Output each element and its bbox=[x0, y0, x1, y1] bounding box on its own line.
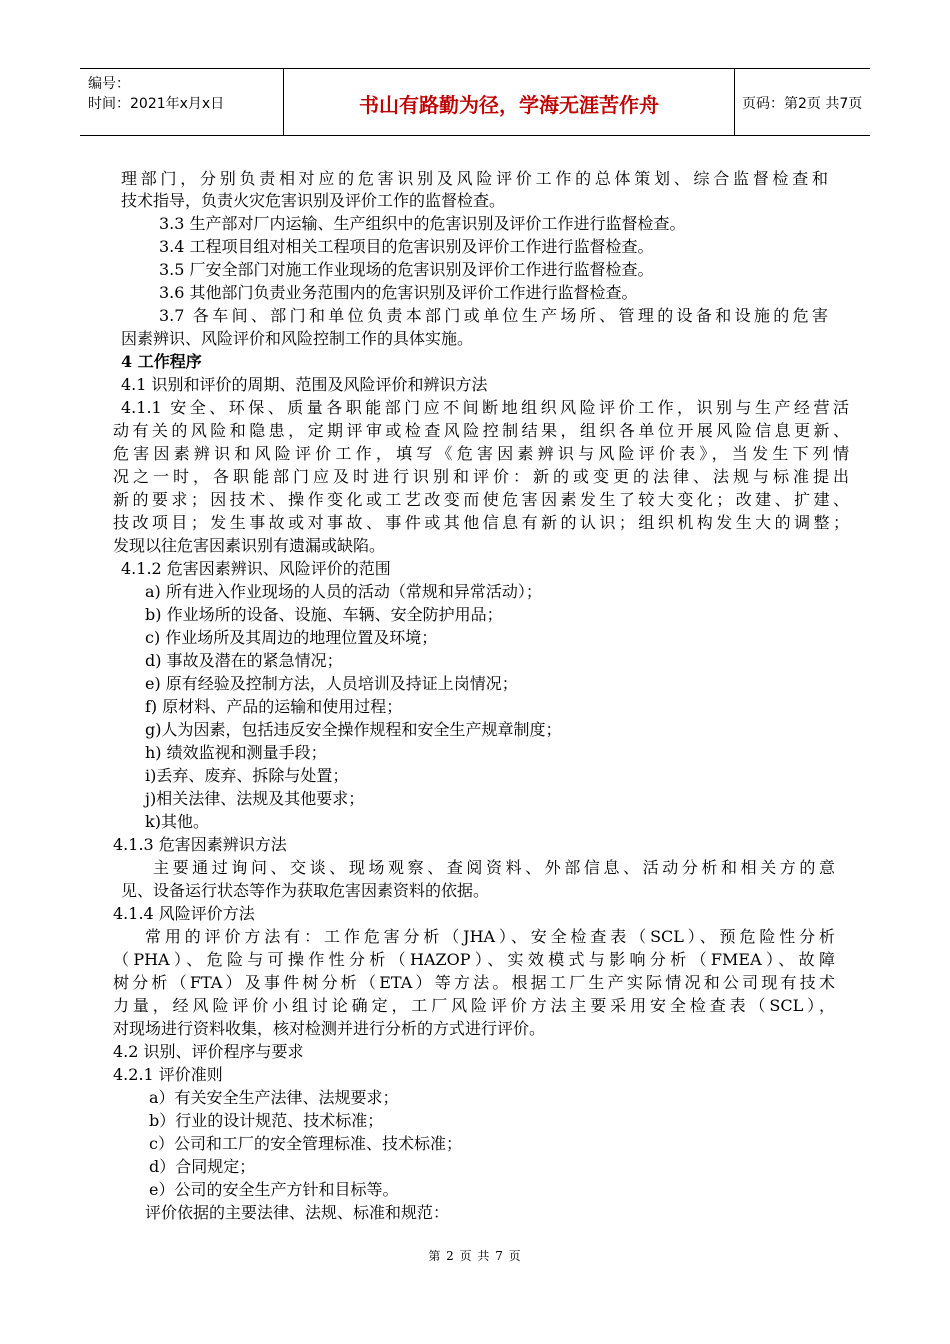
list-item: c) 作业场所及其周边的地理位置及环境； bbox=[145, 628, 438, 647]
body-line: 理部门，分别负责相对应的危害识别及风险评价工作的总体策划、综合监督检查和 bbox=[121, 169, 828, 188]
list-item: j)相关法律、法规及其他要求； bbox=[145, 789, 365, 808]
list-item: a）有关安全生产法律、法规要求； bbox=[149, 1088, 399, 1107]
body-line: 见、设备运行状态等作为获取危害因素资料的依据。 bbox=[121, 881, 490, 900]
section-3-5: 3.5 厂安全部门对施工作业现场的危害识别及评价工作进行监督检查。 bbox=[159, 260, 654, 279]
body-line: 主要通过询问、交谈、现场观察、查阅资料、外部信息、活动分析和相关方的意 bbox=[153, 858, 835, 877]
header-motto-cell bbox=[283, 69, 735, 135]
list-item: d) 事故及潜在的紧急情况； bbox=[145, 651, 343, 670]
list-item: k)其他。 bbox=[145, 812, 209, 831]
body-line: 对现场进行资料收集，核对检测并进行分析的方式进行评价。 bbox=[113, 1019, 546, 1038]
list-item: b）行业的设计规范、技术标准； bbox=[149, 1111, 384, 1130]
body-line: 新的要求；因技术、操作变化或工艺改变而使危害因素发生了较大变化；改建、扩建、 bbox=[113, 490, 849, 509]
section-4-1-2-heading: 4.1.2 危害因素辨识、风险评价的范围 bbox=[121, 559, 391, 578]
body-line: 常用的评价方法有：工作危害分析（JHA）、安全检查表（SCL）、预危险性分析 bbox=[145, 927, 835, 946]
section-4-1-heading: 4.1 识别和评价的周期、范围及风险评价和辨识方法 bbox=[121, 375, 488, 394]
page-header bbox=[80, 68, 870, 136]
body-line: 况之一时，各职能部门应及时进行识别和评价：新的或变更的法律、法规与标准提出 bbox=[113, 467, 849, 486]
body-line: 动有关的风险和隐患，定期评审或检查风险控制结果，组织各单位开展风险信息更新、 bbox=[113, 421, 849, 440]
list-item: g)人为因素，包括违反安全操作规程和安全生产规章制度； bbox=[145, 720, 562, 739]
header-page-info: 页码：第2页 共7页 bbox=[742, 96, 863, 112]
section-3-7: 3.7 各车间、部门和单位负责本部门或单位生产场所、管理的设备和设施的危害 bbox=[159, 306, 828, 325]
body-line: 评价依据的主要法律、法规、标准和规范： bbox=[145, 1203, 450, 1222]
header-right-cell bbox=[734, 69, 870, 135]
list-item: h) 绩效监视和测量手段； bbox=[145, 743, 327, 762]
header-left-cell bbox=[80, 69, 283, 135]
section-4-1-1: 4.1.1 安全、环保、质量各职能部门应不间断地组织风险评价工作，识别与生产经营活 bbox=[121, 398, 849, 417]
section-4-heading: 4 工作程序 bbox=[121, 352, 202, 371]
list-item: e) 原有经验及控制方法，人员培训及持证上岗情况； bbox=[145, 674, 518, 693]
section-3-6: 3.6 其他部门负责业务范围内的危害识别及评价工作进行监督检查。 bbox=[159, 283, 638, 302]
body-line: （PHA）、危险与可操作性分析（HAZOP）、实效模式与影响分析（FMEA）、故障 bbox=[113, 950, 835, 969]
body-line: 危害因素辨识和风险评价工作，填写《危害因素辨识与风险评价表》，当发生下列情 bbox=[113, 444, 849, 463]
list-item: a) 所有进入作业现场的人员的活动（常规和异常活动）； bbox=[145, 582, 542, 601]
section-4-1-3-heading: 4.1.3 危害因素辨识方法 bbox=[113, 835, 287, 854]
body-line: 技术指导，负责火灾危害识别及评价工作的监督检查。 bbox=[121, 191, 506, 210]
body-line: 树分析（FTA）及事件树分析（ETA）等方法。根据工厂生产实际情况和公司现有技术 bbox=[113, 973, 835, 992]
page-footer: 第 2 页 共 7 页 bbox=[428, 1249, 522, 1263]
body-line: 技改项目；发生事故或对事故、事件或其他信息有新的认识；组织机构发生大的调整； bbox=[113, 513, 849, 532]
section-4-2-1-heading: 4.2.1 评价准则 bbox=[113, 1065, 223, 1084]
list-item: c）公司和工厂的安全管理标准、技术标准； bbox=[149, 1134, 462, 1153]
document-code-label: 编号： bbox=[88, 76, 130, 92]
section-3-4: 3.4 工程项目组对相关工程项目的危害识别及评价工作进行监督检查。 bbox=[159, 237, 654, 256]
section-4-1-4-heading: 4.1.4 风险评价方法 bbox=[113, 904, 255, 923]
list-item: d）合同规定； bbox=[149, 1157, 256, 1176]
section-4-2-heading: 4.2 识别、评价程序与要求 bbox=[113, 1042, 304, 1061]
body-line: 因素辨识、风险评价和风险控制工作的具体实施。 bbox=[121, 329, 474, 348]
document-date-label: 时间：2021年x月x日 bbox=[88, 96, 225, 112]
list-item: b) 作业场所的设备、设施、车辆、安全防护用品； bbox=[145, 605, 503, 624]
list-item: e）公司的安全生产方针和目标等。 bbox=[149, 1180, 399, 1199]
body-line: 发现以往危害因素识别有遗漏或缺陷。 bbox=[113, 536, 386, 555]
header-motto: 书山有路勤为径，学海无涯苦作舟 bbox=[359, 93, 659, 117]
list-item: i)丢弃、废弃、拆除与处置； bbox=[145, 766, 349, 785]
body-line: 力量，经风险评价小组讨论确定，工厂风险评价方法主要采用安全检查表（SCL）， bbox=[113, 996, 835, 1015]
section-3-3: 3.3 生产部对厂内运输、生产组织中的危害识别及评价工作进行监督检查。 bbox=[159, 214, 686, 233]
list-item: f) 原材料、产品的运输和使用过程； bbox=[145, 697, 403, 716]
